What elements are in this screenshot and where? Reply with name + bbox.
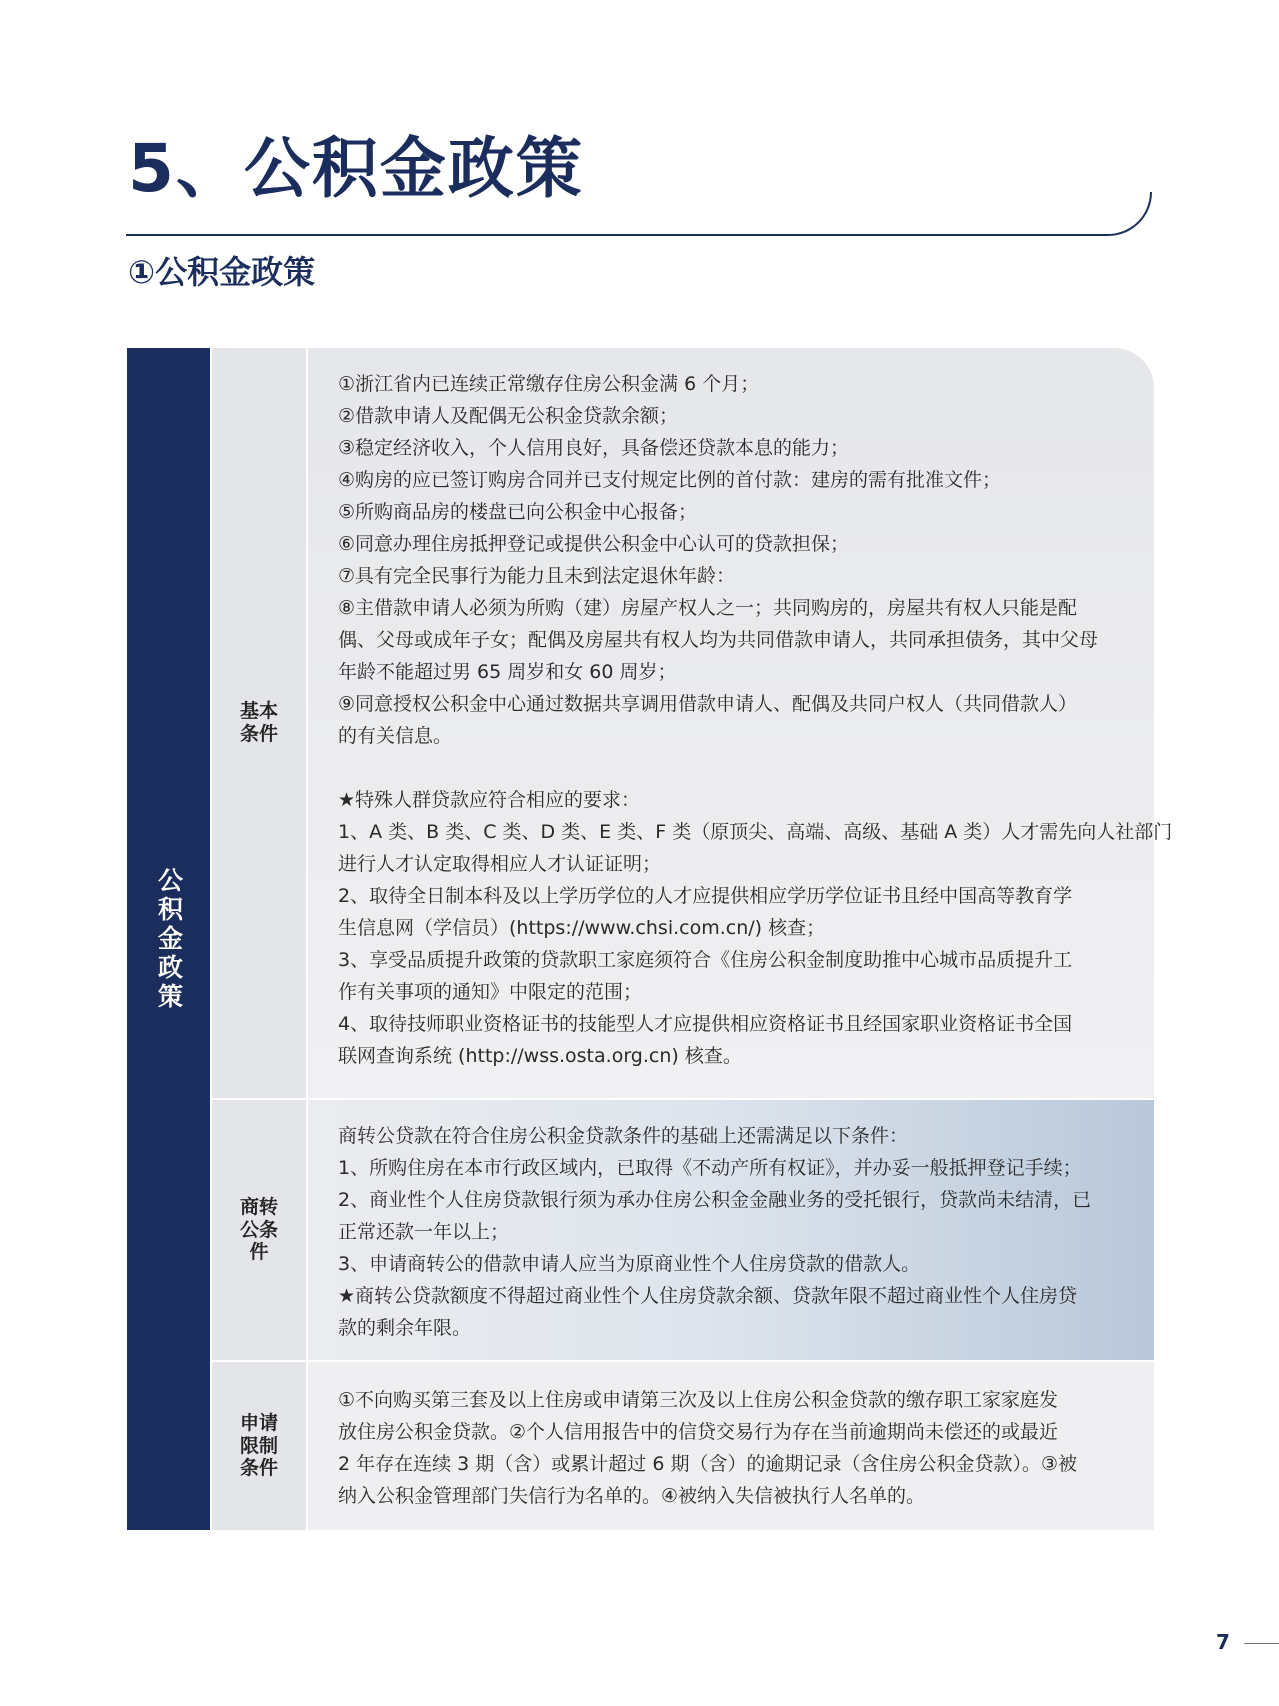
table-row-commercial-transfer — [212, 1100, 1154, 1360]
condition-line: ②借款申请人及配偶无公积金贷款余额； — [338, 405, 679, 427]
condition-line: 商转公贷款在符合住房公积金贷款条件的基础上还需满足以下条件： — [338, 1125, 909, 1147]
section-subtitle: ①公积金政策 — [128, 253, 316, 291]
special-line: 1、A 类、B 类、C 类、D 类、E 类、F 类（原顶尖、高端、高级、基础 A 类）人才需先向人社部门 — [338, 821, 1173, 843]
row-label-text: 基本条件 — [239, 700, 278, 745]
table-row-basic-conditions — [212, 348, 1173, 1098]
condition-line: ⑨同意授权公积金中心通过数据共享调用借款申请人、配偶及共同户权人（共同借款人） — [338, 693, 1078, 715]
table-row-application-restrictions — [212, 1362, 1154, 1530]
row-content-application-restrictions — [308, 1362, 1154, 1530]
condition-line: 2 年存在连续 3 期（含）或累计超过 6 期（含）的逾期记录（含住房公积金贷款）。③被 — [338, 1453, 1077, 1475]
condition-line: 款的剩余年限。 — [338, 1317, 472, 1339]
row-content-commercial-transfer — [308, 1100, 1154, 1360]
special-line: 联网查询系统 (http://wss.osta.org.cn) 核查。 — [338, 1045, 742, 1067]
paragraph-gap — [338, 752, 1124, 784]
special-line: 进行人才认定取得相应人才认证证明； — [338, 853, 662, 875]
condition-line: ③稳定经济收入，个人信用良好，具备偿还贷款本息的能力； — [338, 437, 850, 459]
condition-line: 正常还款一年以上； — [338, 1221, 510, 1243]
condition-line: ⑦具有完全民事行为能力且未到法定退休年龄： — [338, 565, 736, 587]
condition-line: 3、申请商转公的借款申请人应当为原商业性个人住房贷款的借款人。 — [338, 1253, 921, 1275]
special-line: 4、取待技师职业资格证书的技能型人才应提供相应资格证书且经国家职业资格证书全国 — [338, 1013, 1073, 1035]
row-label-text: 商转公条件 — [239, 1195, 278, 1264]
condition-line: ★商转公贷款额度不得超过商业性个人住房贷款余额、贷款年限不超过商业性个人住房贷 — [338, 1285, 1078, 1307]
condition-line: 1、所购住房在本市行政区域内，已取得《不动产所有权证》，并办妥一般抵押登记手续； — [338, 1157, 1082, 1179]
condition-line: 年龄不能超过男 65 周岁和女 60 周岁； — [338, 661, 677, 683]
page-number: 7 — [1216, 1630, 1230, 1654]
special-line: 3、享受品质提升政策的贷款职工家庭须符合《住房公积金制度助推中心城市品质提升工 — [338, 949, 1073, 971]
condition-line: ④购房的应已签订购房合同并已支付规定比例的首付款：建房的需有批准文件； — [338, 469, 1002, 491]
condition-line: 偶、父母或成年子女；配偶及房屋共有权人均为共同借款申请人，共同承担债务，其中父母 — [338, 629, 1099, 651]
condition-line: ①不向购买第三套及以上住房或申请第三次及以上住房公积金贷款的缴存职工家家庭发 — [338, 1389, 1059, 1411]
condition-line: 的有关信息。 — [338, 725, 453, 747]
condition-line: ⑧主借款申请人必须为所购（建）房屋产权人之一；共同购房的，房屋共有权人只能是配 — [338, 597, 1078, 619]
special-line: 作有关事项的通知》中限定的范围； — [338, 981, 643, 1003]
condition-line: 纳入公积金管理部门失信行为名单的。④被纳入失信被执行人名单的。 — [338, 1485, 926, 1507]
side-category-label — [127, 348, 210, 1530]
special-line: 2、取待全日制本科及以上学历学位的人才应提供相应学历学位证书且经中国高等教育学 — [338, 885, 1073, 907]
page-number-rule — [1244, 1643, 1279, 1644]
row-label-commercial-transfer — [212, 1100, 306, 1360]
policy-table — [127, 348, 1173, 1530]
condition-line: 2、商业性个人住房贷款银行须为承办住房公积金金融业务的受托银行，贷款尚未结清，已 — [338, 1189, 1092, 1211]
condition-line: ①浙江省内已连续正常缴存住房公积金满 6 个月； — [338, 373, 760, 395]
side-category-text: 公积金政策 — [154, 866, 184, 1012]
row-label-basic-conditions — [212, 348, 306, 1098]
row-content-basic-conditions — [308, 348, 1173, 1098]
condition-line: ⑥同意办理住房抵押登记或提供公积金中心认可的贷款担保； — [338, 533, 850, 555]
title-underline — [126, 192, 1152, 236]
condition-line: ⑤所购商品房的楼盘已向公积金中心报备； — [338, 501, 698, 523]
special-line: ★特殊人群贷款应符合相应的要求： — [338, 789, 641, 811]
page-title: 5、公积金政策 — [128, 130, 584, 207]
row-label-application-restrictions — [212, 1362, 306, 1530]
special-line: 生信息网（学信员）(https://www.chsi.com.cn/) 核查； — [338, 917, 826, 939]
condition-line: 放住房公积金贷款。②个人信用报告中的信贷交易行为存在当前逾期尚未偿还的或最近 — [338, 1421, 1059, 1443]
row-label-text: 申请限制条件 — [239, 1411, 278, 1480]
